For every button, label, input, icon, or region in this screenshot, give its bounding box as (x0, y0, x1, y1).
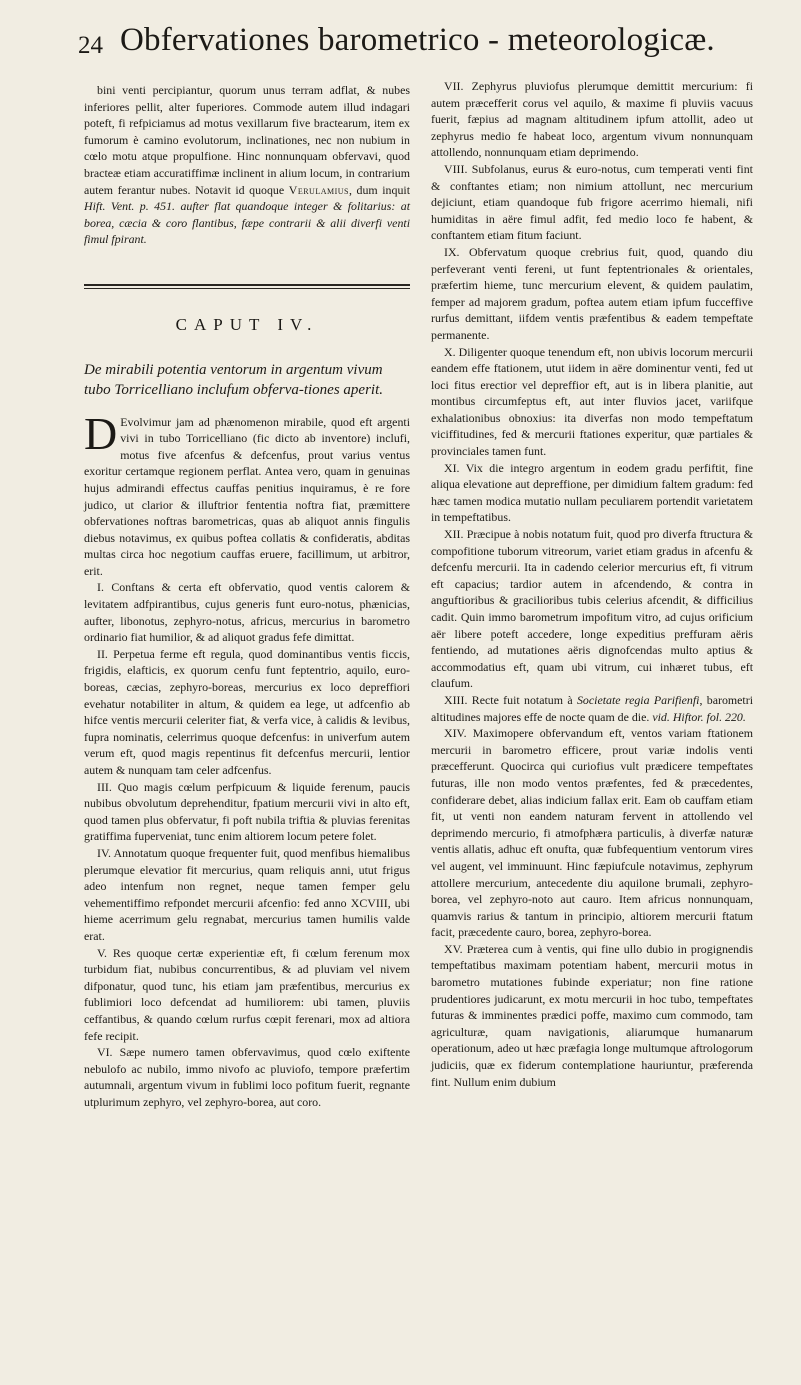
page-number: 24 (78, 32, 103, 59)
numbered-observation: VII. Zephyrus pluviofus plerumque demittit mercurium: fi autem præcefferit corus vel aquilo, & maxime fi pluviis vacuus fuerit, fæpius ad magnam altitudinem ipfum attollit, adeo ut zephyrus medio fe habeat loco, argentum vivum nonnunquam attollendo, nonnunquam etiam deprimendo. (431, 79, 753, 160)
page-header (78, 22, 778, 66)
numbered-observation: VIII. Subfolanus, eurus & euro-notus, cum temperati venti fint & conftantes etiam; non nimium attollunt, nec mercurium dejiciunt, etiam quandoque fub frigore acerrimo hiemali, nifi humiditas in aëre fimul adfit, fed medio loco fe habent, & conftantem etiam fitum faciunt. (431, 161, 753, 243)
numbered-observation: I. Conftans & certa eft obfervatio, quod ventis calorem & levitatem adfpirantibus, cujus generis funt euro-notus, phænicias, aufter, libonotus, zephyro-notus, africus, mercurius in barometro ordinario fiat humilior, & ad aliquot gradus fefe dimittat. (84, 580, 410, 645)
numbered-observation: XV. Præterea cum à ventis, qui fine ullo dubio in progignendis tempeftatibus maximam potentiam habent, mercurii motus in barometro mutationes fubinde experiatur; non fine ratione prudentiores judicarunt, ex motu mercurii in hoc tubo, tempeftates futuras & imminentes prædici poffe, maximo cum commodo, tam agriculturæ, quam navigationis, aliarumque humanarum operationum, adeo ut hæc præfagia longe multumque aftrologorum judiciis, quæ ex fiderum contemplatione hauriuntur, præferenda fint. Nullum enim dubium (431, 941, 753, 1089)
left-column (84, 82, 410, 1110)
drop-cap: D (84, 407, 118, 459)
numbered-observation: XII. Præcipue à nobis notatum fuit, quod pro diverfa ftructura & compofitione tuborum vitreorum, variet etiam gradus in afcenfu & defcenfu mercurii. Ita in cadendo celerior mercurius eft, fi vitrum eft capacius; tardior autem in afcendendo, & contra in anguftioribus & gracilioribus tubis celerius afcendit, & difficilius cadit. Quin immo barometrum impofitum vitro, ad cujus orificium aër libere poteft accedere, longe expeditius preffuram aëris fentiendo, ad mutationes aëris dignofcendas multo aptius & accommodatius eft, quam ubi vitrum, cui inhæret tubus, eft claufum. (431, 527, 753, 691)
observation-text: , barometri altitudines majores effe de nocte quam de die. (431, 692, 753, 724)
quotation: aufter flat quandoque integer & folitarius: at borea, cæcia & coro flantibus, fæpe contrarii & alii diverfi venti fimul fpirant. (84, 199, 410, 247)
chapter-heading: CAPUT IV. (175, 314, 319, 334)
numbered-observation (431, 692, 753, 725)
citation: vid. Hiftor. fol. 220. (652, 709, 746, 724)
numbered-observation: II. Perpetua ferme eft regula, quod dominantibus ventis ficcis, frigidis, elafticis, ex quorum cenfu funt feptentrio, aquilo, euro-boreas, cæcias, zephyro-boreas, mercurius ex loco depreffiori evehatur notabiliter in altum, & quidem ea lege, ut adfcenfio ab hifce ventis mercurii celeriter fiat, & verfa vice, à calidis & levibus, fupra nominatis, celerrimus quoque defcenfus: in univerfum autem verum eft, quod magis repentinus fit defcenfus mercurii, lentior autem & nunquam tam celer adfcenfus. (84, 646, 410, 777)
paragraph (84, 407, 410, 580)
author-name: Verulamius (288, 182, 349, 197)
numbered-observation: VI. Sæpe numero tamen obfervavimus, quod cœlo exiftente nebulofo ac nubilo, immo nivofo ac pluviofo, tempore præfertim autumnali, argentum vivum in fublimi loco pofitum fuerit, regnante utplurimum zephyro, vel zephyro-borea, aut coro. (84, 1045, 410, 1109)
section-rule (84, 288, 410, 289)
numbered-observation: XI. Vix die integro argentum in eodem gradu perfiftit, fine aliqua elevatione aut depreffione, per dimidium faltem gradum: fed hæc tamen modica mutatio nullam peculiarem portendit varietatem in tempeftatibus. (431, 460, 753, 525)
numbered-observation: XIV. Maximopere obfervandum eft, ventos variam ftationem mercurii in barometro efficere, prout variæ indolis venti præcefferunt. Quocirca qui curiofius vult prædicere tempeftates futuras, ille non modo ventos præfentes, fed & præcedentes, confiderare debet, alias indicium fallax erit. Eam ob cauffam etiam fit, ut venti non eandem naturam fervent in attollendo vel deprimendo mercurio, fi atmofphæra particulis, à diverfæ naturæ ventis allatis, adhuc eft onufta, quæ fubfequentium ventorum vires vel augent, vel imminuunt. Hinc fæpiufcule notavimus, zephyrum attollere mercurium, antecedente diu aquilone brumali, zephyro-borea, vel zephyro-noto aut cauro. Item africus nonnunquam, quamvis rarius & tantum in principio, altiorem mercurii ftatum facit, præcedente cauro, borea, zephyro-borea. (431, 726, 753, 940)
numbered-observation: III. Quo magis cœlum perfpicuum & liquide ferenum, paucis nubibus obvolutum deprehenditur, fpatium mercurii vivi in alto eft, quod tamen plus obfervatur, fi poft nubila triftia & pluvias ferenitas gratiffima fuperveniat, tunc enim altiorem locum petere folet. (84, 779, 410, 844)
citation: Hift. Vent. p. 451. (84, 199, 175, 214)
section-rule (84, 284, 410, 286)
intro-text: , dum inquit (349, 182, 410, 197)
observation-text: XIII. Recte fuit notatum à (444, 692, 573, 707)
running-title: Obfervationes barometrico - meteorologicæ. (120, 22, 715, 58)
numbered-observation: IV. Annotatum quoque frequenter fuit, quod menfibus hiemalibus plerumque elevatior fit mercurius, quam reliquis anni, utut frigus adeo intenfum non regnet, neque tamen femper gelu vehementiffimo refpondet mercurii afcenfio: fed anno XCVIII, ubi hieme acerrimum gelu regnabat, mercurius tamen humilis valde erat. (84, 845, 410, 943)
chapter-title: De mirabili potentia ventorum in argentum vivum tubo Torricelliano inclufum obferva-tiones aperit. (84, 361, 384, 398)
society-name: Societate regia Parifienfi (576, 692, 700, 707)
numbered-observation: V. Res quoque certæ experientiæ eft, fi cœlum ferenum mox turbidum fiat, nubibus concurrentibus, & ad pluviam vel nivem difponatur, quod tunc, his etiam jam præfentibus, mercurius ex fublimiori loco defcendat ad humiliorem: ubi tamen, pluviis ceffantibus, & quando cœlum rurfus cœpit ferenari, mox ad altiora fefe recipit. (84, 945, 410, 1043)
intro-text: bini venti percipiantur, quorum unus terram adflat, & nubes inferiores pellit, alter fuperiores. Commode autem illud indagari poteft, fi refpiciamus ad motus vexillarum five bractearum, item ex fumorum è camino evolutorum, inclinationes, nec non nubium in cœlo motu atque propulfione. Hinc nonnunquam obfervavi, quod bracteæ etiam accuratiffimæ inclinent in alium locum, in contrarium autem ferantur nubes. Notavit id quoque (84, 83, 410, 197)
paragraph (84, 82, 410, 248)
opening-text: Evolvimur jam ad phænomenon mirabile, quod eft argenti vivi in tubo Torricelliano (fic dicto ab inventore) inclufi, motus five afcenfus & defcenfus, prout varius ventus exoritur certamque regionem perflat. Antea vero, quam in genuinas hujus admirandi effectus cauffas penitius inquiramus, è re fore judico, ut clarior & illuftrior fententia noftra fiat, præmittere obfervationes noftras barometricas, quas ab aliquot annis fingulis diebus notavimus, ex quibus poftea collatis & confideratis, abditas multas circa hoc negotium cauffas eruere, facillimum, ut arbitror, erit. (84, 414, 410, 578)
numbered-observation: X. Diligenter quoque tenendum eft, non ubivis locorum mercurii eandem effe ftationem, utut iidem in aëre dominentur venti, fed ut loci fitus erectior vel depreffior eft, aut is in libera planitie, aut montibus circumfeptus eft, aut inter fluvios jacet, variifque exhalationibus obnoxius: ita diverfas non modo tempeftatum viciffitudines, fed & mercurii ftationes experitur, quæ partiales & provinciales tamen funt. (431, 344, 753, 459)
right-column (431, 78, 753, 1090)
numbered-observation: IX. Obfervatum quoque crebrius fuit, quod, quando diu perfeverant venti fereni, ut funt feptentrionales & orientales, præfertim hieme, tunc mercurium elevent, & quidem paulatim, femper ad majorem gradum, poftea autem etiam ipfum fucceffive rurfus demittant, iifdem ventis præfentibus & eadem tempeftate permanente. (431, 244, 753, 342)
